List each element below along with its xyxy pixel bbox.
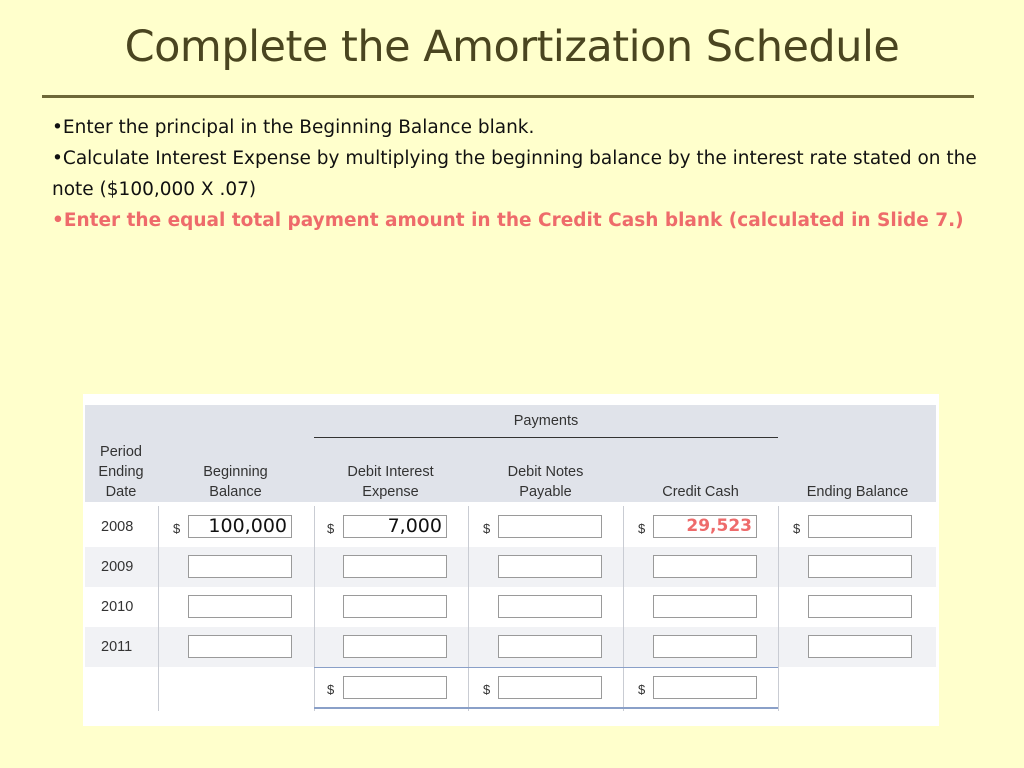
interest-expense-total-input[interactable] — [343, 676, 447, 699]
title-divider — [42, 95, 974, 98]
header-beginning-balance: Beginning Balance — [203, 464, 268, 500]
period-year-2011: 2011 — [101, 639, 133, 655]
notes-payable-input-2009[interactable] — [498, 555, 602, 578]
ending-balance-input-2008[interactable] — [808, 515, 912, 538]
currency-symbol: $ — [327, 521, 335, 536]
notes-payable-input-2011[interactable] — [498, 635, 602, 658]
header-debit-notes-payable: Debit Notes Payable — [507, 464, 584, 500]
interest-expense-input-2009[interactable] — [343, 555, 447, 578]
column-divider — [468, 506, 469, 711]
credit-cash-input-2011[interactable] — [653, 635, 757, 658]
credit-cash-input-2008[interactable]: 29,523 — [653, 515, 757, 538]
header-debit-interest-expense: Debit Interest Expense — [347, 464, 434, 500]
currency-symbol: $ — [638, 682, 646, 697]
currency-symbol: $ — [483, 521, 491, 536]
interest-expense-input-2008[interactable]: 7,000 — [343, 515, 447, 538]
currency-symbol: $ — [793, 521, 801, 536]
column-divider — [158, 506, 159, 711]
beginning-balance-input-2008[interactable]: 100,000 — [188, 515, 292, 538]
currency-symbol: $ — [483, 682, 491, 697]
payments-group-header: Payments — [513, 413, 579, 429]
instruction-list — [52, 112, 982, 236]
currency-symbol: $ — [327, 682, 335, 697]
credit-cash-total-input[interactable] — [653, 676, 757, 699]
period-year-2009: 2009 — [101, 559, 134, 575]
period-year-2008: 2008 — [101, 519, 134, 535]
column-divider — [314, 506, 315, 711]
amortization-schedule-table — [83, 394, 939, 726]
notes-payable-input-2010[interactable] — [498, 595, 602, 618]
credit-cash-input-2010[interactable] — [653, 595, 757, 618]
currency-symbol: $ — [173, 521, 181, 536]
slide-title: Complete the Amortization Schedule — [124, 22, 900, 72]
credit-cash-input-2009[interactable] — [653, 555, 757, 578]
beginning-balance-input-2009[interactable] — [188, 555, 292, 578]
totals-bottom-rule — [314, 707, 778, 709]
instruction-interest: •Calculate Interest Expense by multiplying the beginning balance by the interest rate stated on the note ($100,000 X .07) — [52, 148, 977, 200]
instruction-credit-cash: •Enter the equal total payment amount in the Credit Cash blank (calculated in Slide 7.) — [52, 210, 964, 231]
ending-balance-input-2010[interactable] — [808, 595, 912, 618]
payments-group-underline — [314, 437, 778, 438]
instruction-principal: •Enter the principal in the Beginning Balance blank. — [52, 117, 535, 138]
beginning-balance-input-2010[interactable] — [188, 595, 292, 618]
currency-symbol: $ — [638, 521, 646, 536]
ending-balance-input-2011[interactable] — [808, 635, 912, 658]
ending-balance-input-2009[interactable] — [808, 555, 912, 578]
column-divider — [778, 506, 779, 711]
header-period-ending-date: Period Ending Date — [98, 444, 144, 500]
beginning-balance-input-2011[interactable] — [188, 635, 292, 658]
period-year-2010: 2010 — [101, 599, 134, 615]
notes-payable-input-2008[interactable] — [498, 515, 602, 538]
interest-expense-input-2010[interactable] — [343, 595, 447, 618]
interest-expense-input-2011[interactable] — [343, 635, 447, 658]
column-divider — [623, 506, 624, 711]
header-credit-cash: Credit Cash — [662, 484, 739, 500]
header-ending-balance: Ending Balance — [806, 484, 909, 500]
totals-top-rule — [314, 667, 778, 668]
notes-payable-total-input[interactable] — [498, 676, 602, 699]
